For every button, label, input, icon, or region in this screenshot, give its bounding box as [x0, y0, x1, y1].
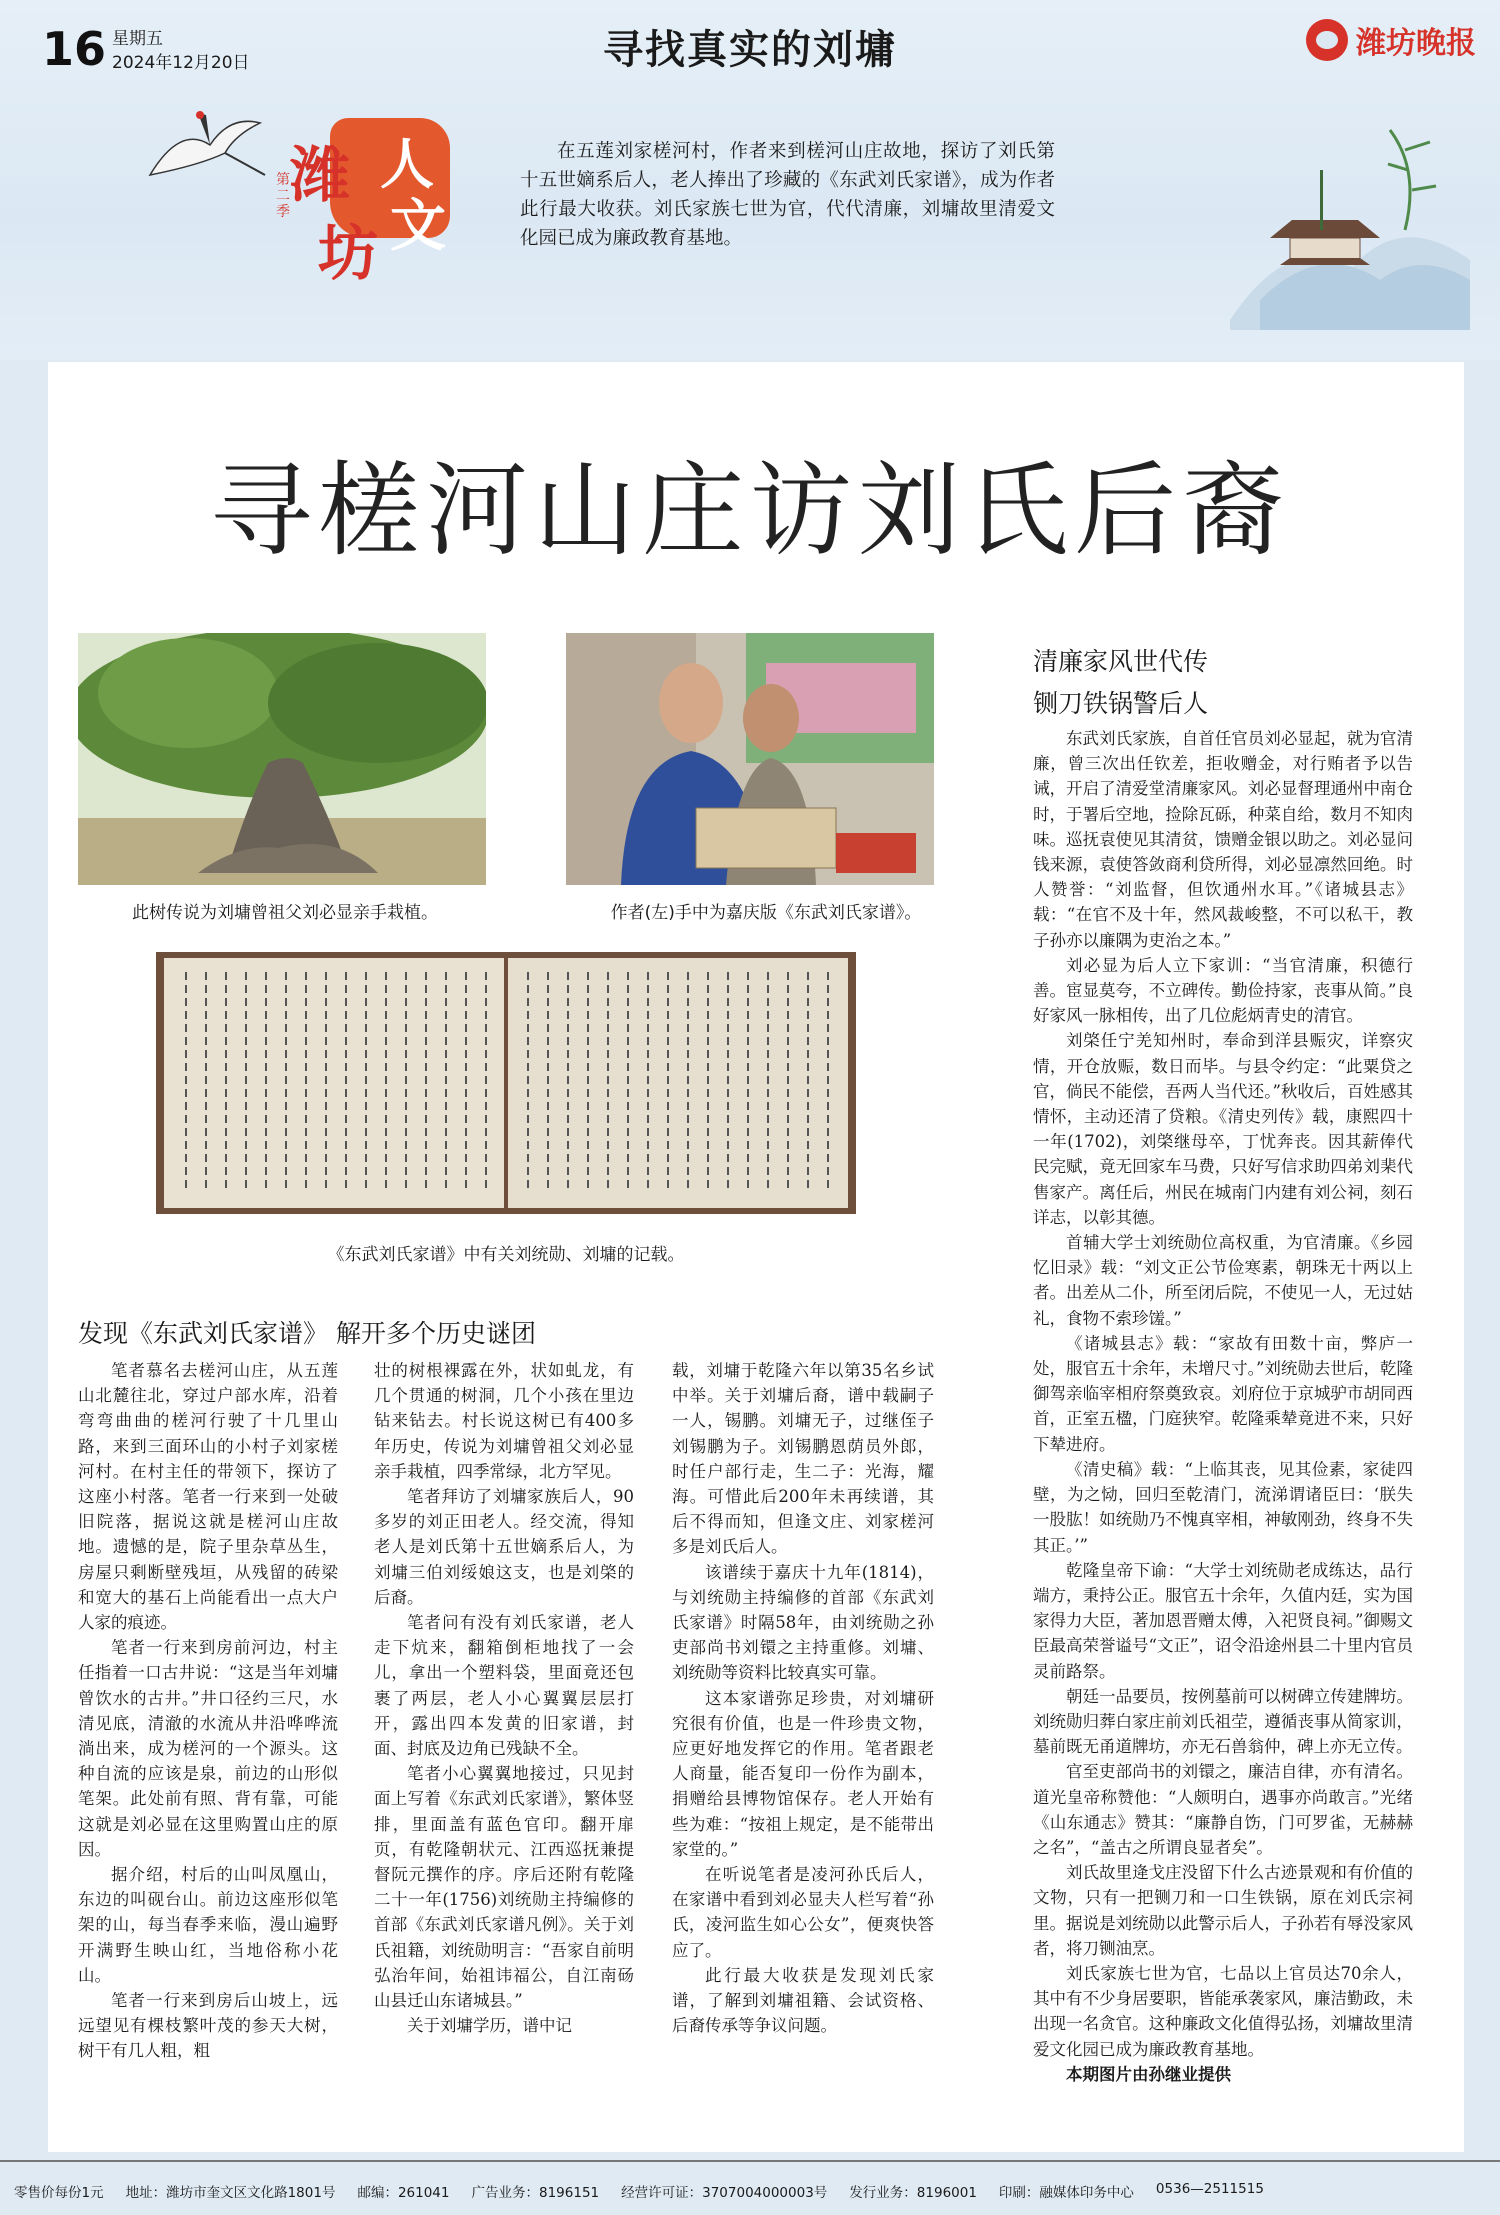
- article-column-1: [78, 1358, 338, 2064]
- paragraph: 刘必显为后人立下家训：“当官清廉，积德行善。宦显莫夸，不立碑传。勤俭持家，丧事从简。”良好家风一脉相传，出了几位彪炳青史的清官。: [1033, 955, 1413, 1026]
- paragraph: 笔者慕名去槎河山庄，从五莲山北麓往北，穿过户部水库，沿着弯弯曲曲的槎河行驶了十几里山路，来到三面环山的小村子刘家槎河村。在村主任的带领下，探访了这座小村落。笔者一行来到一处破旧院落，据说这就是槎河山庄故地。遗憾的是，院子里杂草丛生，房屋只剩断壁残垣，从残留的砖梁和宽大的基石上尚能看出一点大户人家的痕迹。: [78, 1361, 338, 1633]
- article-headline: 寻槎河山庄访刘氏后裔: [210, 452, 1290, 571]
- column-logo: [290, 118, 460, 293]
- intro-paragraph: 在五莲刘家槎河村，作者来到槎河山庄故地，探访了刘氏第十五世嫡系后人，老人捧出了珍藏的《东武刘氏家谱》，成为作者此行最大收获。刘氏家族七世为官，代代清廉，刘墉故里清爱文化园已成为廉政教育基地。: [520, 141, 1055, 249]
- footer-license: 经营许可证：3707004000003号: [621, 2185, 828, 2201]
- photo-credit: 本期图片由孙继业提供: [1066, 2064, 1231, 2084]
- footer-info: [14, 2181, 1500, 2201]
- paragraph: 关于刘墉学历，谱中记: [407, 2016, 572, 2036]
- paragraph: 官至吏部尚书的刘镮之，廉洁自律，亦有清名。道光皇帝称赞他：“人颇明白，遇事亦尚敢言。”光绪《山东通志》赞其：“廉静自饬，门可罗雀，无赫赫之名”，“盖古之所谓良显者矣”。: [1033, 1762, 1413, 1857]
- pavilion-illustration: [1230, 110, 1470, 330]
- column-logo-char: 坊: [318, 219, 378, 289]
- footer-zip: 邮编：261041: [357, 2185, 450, 2201]
- footer-address: 地址：潍坊市奎文区文化路1801号: [125, 2185, 336, 2201]
- footer-ad: 广告业务：8196151: [471, 2185, 600, 2201]
- paragraph: 《诸城县志》载：“家故有田数十亩，弊庐一处，服官五十余年，未增尺寸。”刘统勋去世后，乾隆御驾亲临宰相府祭奠致哀。刘府位于京城驴市胡同西首，正室五楹，门庭狭窄。乾隆乘辇竟进不来，只好下辇进府。: [1033, 1333, 1413, 1454]
- brand-name: 潍坊晚报: [1356, 26, 1476, 61]
- column-logo-char: 文: [390, 193, 446, 259]
- article-column-2: [374, 1358, 634, 2038]
- paragraph: 刘棨任宁羌知州时，奉命到洋县赈灾，详察灾情，开仓放赈，数日而毕。与县令约定：“此粟贷之官，倘民不能偿，吾两人当代还。”秋收后，百姓感其情怀，主动还清了贷粮。《清史列传》载，康熙四十一年(1702)，刘棨继母卒，丁忧奔丧。因其薪俸代民完赋，竟无回家车马费，只好写信求助四弟刘棐代售家产。离任后，州民在城南门内建有刘公祠，刻石详志，以彰其德。: [1033, 1031, 1413, 1227]
- column-logo-char: 人: [380, 132, 434, 196]
- paragraph: 载，刘墉于乾隆六年以第35名乡试中举。关于刘墉后裔，谱中载嗣子一人，锡鹏。刘墉无子，过继侄子刘锡鹏为子。刘锡鹏恩荫员外郎，时任户部行走，生二子：光海，耀海。可惜此后200年未再续谱，其后不得而知，但逢文庄、刘家槎河多是刘氏后人。: [672, 1361, 934, 1557]
- paragraph: 此行最大收获是发现刘氏家谱，了解到刘墉祖籍、会试资格、后裔传承等争议问题。: [672, 1965, 934, 2036]
- paragraph: 刘氏家族七世为官，七品以上官员达70余人，其中有不少身居要职，皆能承袭家风，廉洁勤政，未出现一名贪官。这种廉政文化值得弘扬，刘墉故里清爱文化园已成为廉政教育基地。: [1033, 1963, 1413, 2059]
- paragraph: 该谱续于嘉庆十九年(1814)，与刘统勋主持编修的首部《东武刘氏家谱》时隔58年，由刘统勋之孙吏部尚书刘镮之主持重修。刘墉、刘统勋等资料比较真实可靠。: [672, 1562, 934, 1683]
- season-label: 第二季: [276, 172, 290, 220]
- genealogy-photo: [156, 952, 856, 1214]
- footer-price: 零售价每份1元: [14, 2185, 104, 2201]
- author-photo: [566, 633, 934, 885]
- brand-logo-icon: [1306, 19, 1348, 61]
- paragraph: 朝廷一品要员，按例墓前可以树碑立传建牌坊。刘统勋归葬白家庄前刘氏祖茔，遵循丧事从简家训，墓前既无甬道牌坊，亦无石兽翁仲，碑上亦无立传。: [1033, 1686, 1413, 1757]
- section2-heading-line2: 铡刀铁锅警后人: [1033, 689, 1209, 718]
- author-photo-caption: 作者(左)手中为嘉庆版《东武刘氏家谱》。: [610, 903, 922, 923]
- paragraph: 笔者一行来到房后山坡上，远远望见有棵枝繁叶茂的参天大树，树干有几人粗，粗: [78, 1991, 338, 2061]
- column-logo-char: 潍: [290, 141, 350, 211]
- paragraph: 东武刘氏家族，自首任官员刘必显起，就为官清廉，曾三次出任钦差，拒收赠金，对行贿者予以告诫，开启了清爱堂清廉家风。刘必显督理通州中南仓时，于署后空地，捡除瓦砾，种菜自给，数月不知肉味。巡抚袁使见其清贫，馈赠金银以助之。刘必显问钱来源，袁使答敛商利贷所得，刘必显凛然回绝。时人赞誉：“刘监督，但饮通州水耳。”《诸城县志》载：“在官不及十年，然风裁峻整，不可以私干，教子孙亦以廉隅为吏治之本。”: [1033, 729, 1413, 950]
- paragraph: 笔者小心翼翼地接过，只见封面上写着《东武刘氏家谱》，繁体竖排，里面盖有蓝色官印。翻开扉页，有乾隆朝状元、江西巡抚兼提督阮元撰作的序。序后还附有乾隆二十一年(1756)刘统勋主持编修的首部《东武刘氏家谱凡例》。关于刘氏祖籍，刘统勋明言：“吾家自前明弘治年间，始祖讳福公，自江南砀山县迁山东诸城县。”: [374, 1764, 634, 2011]
- masthead: [0, 0, 1500, 360]
- footer-divider: [0, 2160, 1500, 2162]
- paragraph: 笔者拜访了刘墉家族后人，90多岁的刘正田老人。经交流，得知老人是刘氏第十五世嫡系后人，为刘墉三伯刘绥娘这支，也是刘棨的后裔。: [374, 1487, 634, 1607]
- section-title: 寻找真实的刘墉: [603, 27, 897, 73]
- paragraph: 壮的树根裸露在外，状如虬龙，有几个贯通的树洞，几个小孩在里边钻来钻去。村长说这树已有400多年历史，传说为刘墉曾祖父刘必显亲手栽植，四季常绿，北方罕见。: [374, 1361, 634, 1481]
- footer-phone: 0536—2511515: [1155, 2181, 1264, 2197]
- page-number: 16: [42, 22, 107, 76]
- paragraph: 刘氏故里逄戈庄没留下什么古迹景观和有价值的文物，只有一把铡刀和一口生铁锅，原在刘氏宗祠里。据说是刘统勋以此警示后人，子孙若有辱没家风者，将刀铡油烹。: [1033, 1863, 1413, 1958]
- paragraph: 首辅大学士刘统勋位高权重，为官清廉。《乡园忆旧录》载：“刘文正公节俭寒素，朝珠无十两以上者。出差从二仆，所至闭后院，不使见一人，无过姑礼，食物不索珍馐。”: [1033, 1233, 1413, 1328]
- paragraph: 在听说笔者是凌河孙氏后人，在家谱中看到刘必显夫人栏写着“孙氏，凌河监生如心公女”，便爽快答应了。: [672, 1865, 934, 1960]
- tree-photo: [78, 633, 486, 885]
- section1-heading: 发现《东武刘氏家谱》 解开多个历史谜团: [78, 1319, 536, 1348]
- section2-heading-line1: 清廉家风世代传: [1033, 647, 1209, 676]
- article-column-4: [1033, 726, 1413, 2087]
- paragraph: 乾隆皇帝下谕：“大学士刘统勋老成练达，品行端方，秉持公正。服官五十余年，久值内廷，实为国家得力大臣，著加恩晋赠太傅，入祀贤良祠。”御赐文臣最高荣誉谥号“文正”，诏令沿途州县二十里内官员灵前路祭。: [1033, 1560, 1413, 1681]
- genealogy-photo-caption: 《东武刘氏家谱》中有关刘统勋、刘墉的记载。: [327, 1245, 685, 1265]
- footer-distribution: 发行业务：8196001: [849, 2185, 977, 2201]
- paragraph: 这本家谱弥足珍贵，对刘墉研究很有价值，也是一件珍贵文物，应更好地发挥它的作用。笔者跟老人商量，能否复印一份作为副本，捐赠给县博物馆保存。老人开始有些为难：“按祖上规定，是不能带出家堂的。”: [672, 1688, 934, 1859]
- footer-printer: 印刷：融媒体印务中心: [998, 2185, 1134, 2201]
- paragraph: 笔者问有没有刘氏家谱，老人走下炕来，翻箱倒柜地找了一会儿，拿出一个塑料袋，里面竟还包裹了两层，老人小心翼翼层层打开，露出四本发黄的旧家谱，封面、封底及边角已残缺不全。: [374, 1613, 634, 1759]
- paragraph: 笔者一行来到房前河边，村主任指着一口古井说：“这是当年刘墉曾饮水的古井。”井口径约三尺，水清见底，清澈的水流从井沿哗哗流淌出来，成为槎河的一个源头。这种自流的应该是泉，前边的山形似笔架。此处前有照、背有靠，可能这就是刘必显在这里购置山庄的原因。: [78, 1638, 338, 1859]
- paragraph: 据介绍，村后的山叫凤凰山，东边的叫砚台山。前边这座形似笔架的山，每当春季来临，漫山遍野开满野生映山红，当地俗称小花山。: [78, 1865, 338, 1985]
- newspaper-brand: [1306, 18, 1476, 62]
- weekday: 星期五: [112, 29, 163, 49]
- paragraph: 《清史稿》载：“上临其丧，见其俭素，家徒四壁，为之恸，回归至乾清门，流涕谓诸臣曰：‘朕失一股肱！如统勋乃不愧真宰相，神敏刚劲，终身不失其正。’”: [1033, 1459, 1413, 1555]
- crane-illustration: [140, 105, 270, 195]
- article-column-3: [672, 1358, 934, 2038]
- issue-date: 2024年12月20日: [112, 53, 250, 73]
- tree-photo-caption: 此树传说为刘墉曾祖父刘必显亲手栽植。: [132, 903, 438, 923]
